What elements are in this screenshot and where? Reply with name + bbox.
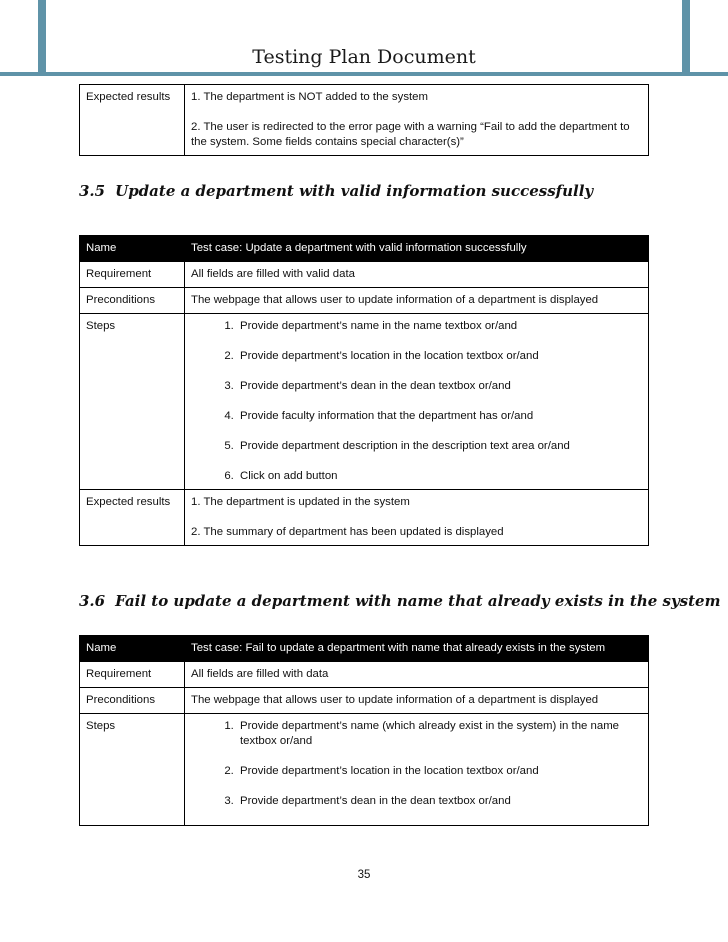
- test-case-table-3-5: [79, 235, 649, 546]
- cell-value: [185, 490, 649, 546]
- row-steps: [80, 314, 649, 490]
- section-title: Fail to update a department with name that already exists in the system: [115, 592, 721, 610]
- step-item: 6. Click on add button: [237, 469, 642, 484]
- expected-result-1: 1. The department is updated in the system: [191, 496, 410, 508]
- steps-list: [191, 719, 642, 809]
- page-number: 35: [357, 869, 371, 881]
- cell-value: [185, 85, 649, 156]
- row-steps: [80, 714, 649, 826]
- cell-value: Test case: Update a department with valid information successfully: [185, 236, 649, 262]
- row-expected-results: [80, 85, 649, 156]
- section-number: 3.6: [79, 592, 106, 610]
- row-requirement: [80, 662, 649, 688]
- steps-list: [191, 319, 642, 484]
- cell-value: Test case: Fail to update a department with name that already exists in the system: [185, 636, 649, 662]
- cell-label: Steps: [80, 314, 185, 490]
- row-expected-results: [80, 490, 649, 546]
- cell-label: Requirement: [80, 662, 185, 688]
- row-preconditions: [80, 288, 649, 314]
- cell-value: The webpage that allows user to update information of a department is displayed: [185, 688, 649, 714]
- step-item: 4. Provide faculty information that the department has or/and: [237, 409, 642, 424]
- cell-value: All fields are filled with data: [185, 662, 649, 688]
- row-requirement: [80, 262, 649, 288]
- cell-label: Expected results: [80, 85, 185, 156]
- cell-label: Steps: [80, 714, 185, 826]
- row-preconditions: [80, 688, 649, 714]
- section-heading-3-5: [79, 182, 593, 200]
- section-title: Update a department with valid information successfully: [115, 182, 594, 200]
- cell-label: Preconditions: [80, 288, 185, 314]
- cell-label: Requirement: [80, 262, 185, 288]
- test-case-table-continued: [79, 84, 649, 156]
- document-title: Testing Plan Document: [252, 46, 476, 68]
- step-item: 1. Provide department’s name in the name textbox or/and: [237, 319, 642, 334]
- step-item: 3. Provide department’s dean in the dean textbox or/and: [237, 794, 642, 809]
- cell-value: [185, 714, 649, 826]
- expected-result-2: 2. The summary of department has been updated is displayed: [191, 526, 504, 538]
- cell-value: The webpage that allows user to update information of a department is displayed: [185, 288, 649, 314]
- cell-label: Expected results: [80, 490, 185, 546]
- expected-result-2: 2. The user is redirected to the error page with a warning “Fail to add the department to the system. Some fields contains special character(s)”: [191, 121, 630, 148]
- step-item: 1. Provide department’s name (which already exist in the system) in the name textbox or/and: [237, 719, 642, 749]
- step-item: 2. Provide department’s location in the location textbox or/and: [237, 349, 642, 364]
- cell-value: [185, 314, 649, 490]
- header-rule: [0, 72, 728, 76]
- cell-label: Name: [80, 636, 185, 662]
- cell-label: Preconditions: [80, 688, 185, 714]
- cell-label: Name: [80, 236, 185, 262]
- expected-result-1: 1. The department is NOT added to the system: [191, 91, 429, 103]
- section-heading-3-6: [79, 592, 720, 610]
- test-case-table-3-6: [79, 635, 649, 826]
- row-name: [80, 636, 649, 662]
- section-number: 3.5: [79, 182, 106, 200]
- step-item: 2. Provide department’s location in the location textbox or/and: [237, 764, 642, 779]
- step-item: 5. Provide department description in the description text area or/and: [237, 439, 642, 454]
- row-name: [80, 236, 649, 262]
- cell-value: All fields are filled with valid data: [185, 262, 649, 288]
- step-item: 3. Provide department’s dean in the dean textbox or/and: [237, 379, 642, 394]
